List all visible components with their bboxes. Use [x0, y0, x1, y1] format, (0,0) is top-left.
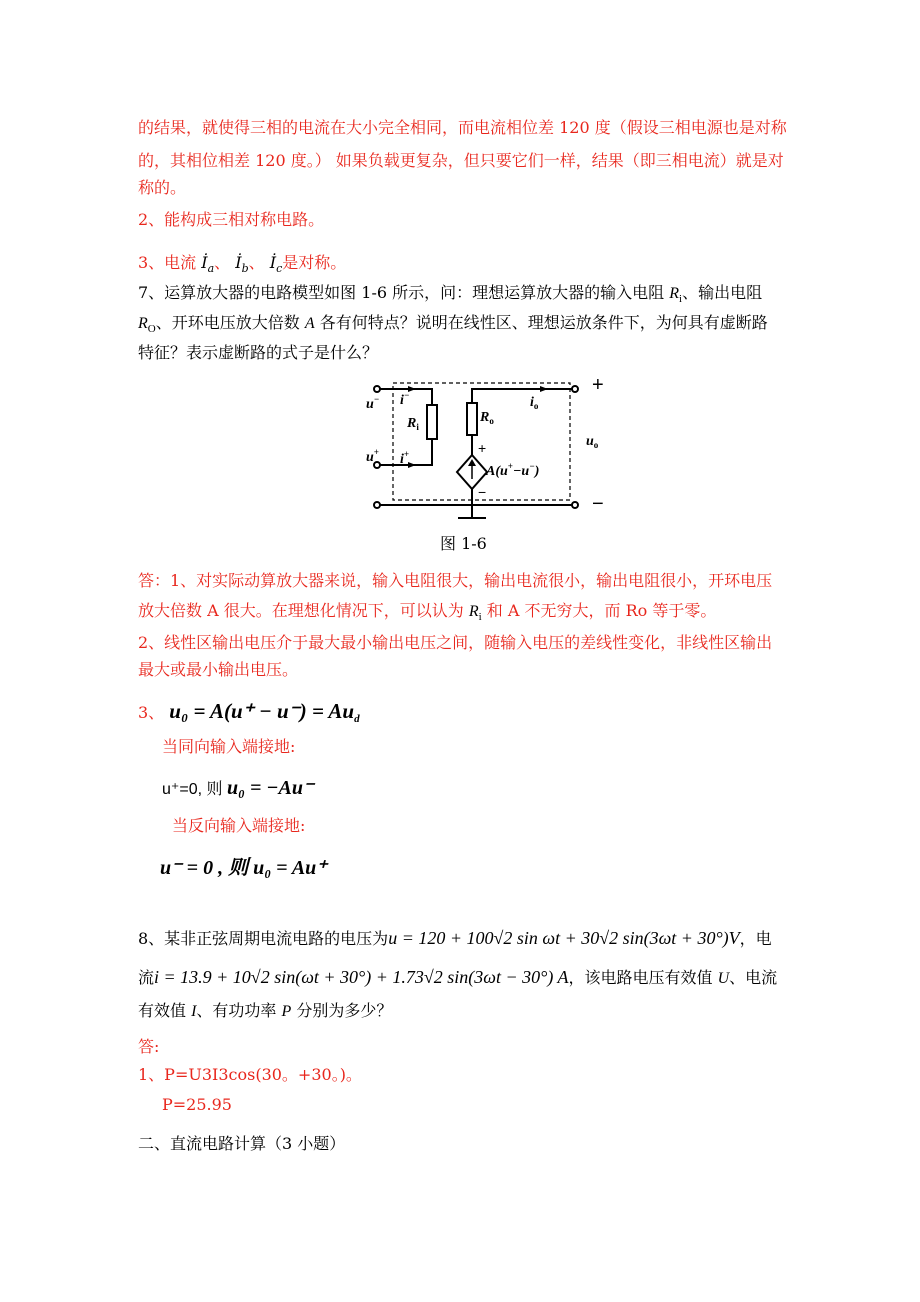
answer-7-equation: u⁺=0, 则 u₀ = −Au⁻	[162, 777, 314, 799]
question-8-line: 流i = 13.9 + 10√2 sin(ωt + 30°) + 1.73√2 sin(3ωt − 30°) A，该电路电压有效值 U、电流	[138, 967, 778, 987]
answer-text-line: 的结果，就使得三相的电流在大小完全相同，而电流相位差 120 度（假设三相电源也是对称	[138, 118, 787, 137]
answer-text-line: 称的。	[138, 178, 187, 197]
svg-text:i−: i−	[400, 390, 410, 408]
question-7-line: $R_O$、开环电压放大倍数 A 各有何特点？说明在线性区、理想运放条件下，为何具有虚断路	[138, 313, 768, 336]
answer-item-2: 2、能构成三相对称电路。	[138, 210, 325, 229]
answer-8-line: 1、P=U3I3cos(30。+30。)。	[138, 1065, 362, 1084]
op-amp-circuit-diagram	[360, 375, 620, 525]
answer-8-line: P=25.95	[162, 1095, 232, 1114]
question-7-line: 7、运算放大器的电路模型如图 1-6 所示，问：理想运算放大器的输入电阻 $R_i$、输出电阻	[138, 283, 763, 306]
answer-text-line: 的，其相位相差 120 度。） 如果负载更复杂，但只要它们一样，结果（即三相电流）就是对	[138, 151, 784, 170]
svg-text:i+: i+	[400, 449, 410, 467]
answer-7-line: 答：1、对实际动算放大器来说，输入电阻很大，输出电流很小，输出电阻很小，开环电压	[138, 571, 773, 590]
output-minus-label: −	[592, 493, 604, 515]
question-8-line: 有效值 I、有功功率 P 分别为多少？	[138, 1001, 393, 1020]
svg-text:u+: u+	[366, 447, 379, 465]
svg-text:io: $i_o$	[530, 395, 539, 411]
svg-text:uo: $u_o$	[586, 434, 599, 450]
svg-text:u−: u−	[366, 394, 380, 412]
reverse-ground-note: 当反向输入端接地:	[172, 816, 306, 835]
section-heading: 二、直流电路计算（3 小题）	[138, 1134, 346, 1153]
question-8-line: 8、某非正弦周期电流电路的电压为u = 120 + 100√2 sin ωt + 30√2 sin(3ωt + 30°)V，电	[138, 928, 772, 948]
same-ground-note: 当同向输入端接地:	[162, 737, 296, 756]
answer-7-line: 放大倍数 A 很大。在理想化情况下，可以认为 $R_i$ 和 A 不无穷大，而 Ro 等于零。	[138, 601, 717, 624]
answer-item-3: 3、电流 $İ_a$、 $İ_b$、 $İ_c$是对称。	[138, 253, 347, 276]
answer-7-equation: 3、 $u_0 = A(u^+ - u^-) = Au_d$	[138, 699, 360, 726]
svg-text:Ri: $R_i$	[407, 416, 419, 432]
svg-text:A(u+−u−): A(u+−u−)	[486, 461, 540, 479]
answer-7-line: 最大或最小输出电压。	[138, 660, 299, 679]
output-plus-label: +	[592, 375, 604, 396]
figure-caption: 图 1-6	[440, 534, 487, 553]
answer-8-label: 答:	[138, 1037, 160, 1056]
svg-text:Ro: $R_o$	[480, 410, 494, 426]
answer-7-line: 2、线性区输出电压介于最大最小输出电压之间，随输入电压的差线性变化，非线性区输出	[138, 633, 773, 652]
answer-7-equation: u⁻ = 0 , 则 u₀ = Au⁺	[160, 857, 327, 879]
svg-text:+: +	[478, 440, 487, 456]
question-7-line: 特征？表示虚断路的式子是什么？	[138, 343, 379, 362]
svg-text:−: −	[478, 484, 487, 500]
